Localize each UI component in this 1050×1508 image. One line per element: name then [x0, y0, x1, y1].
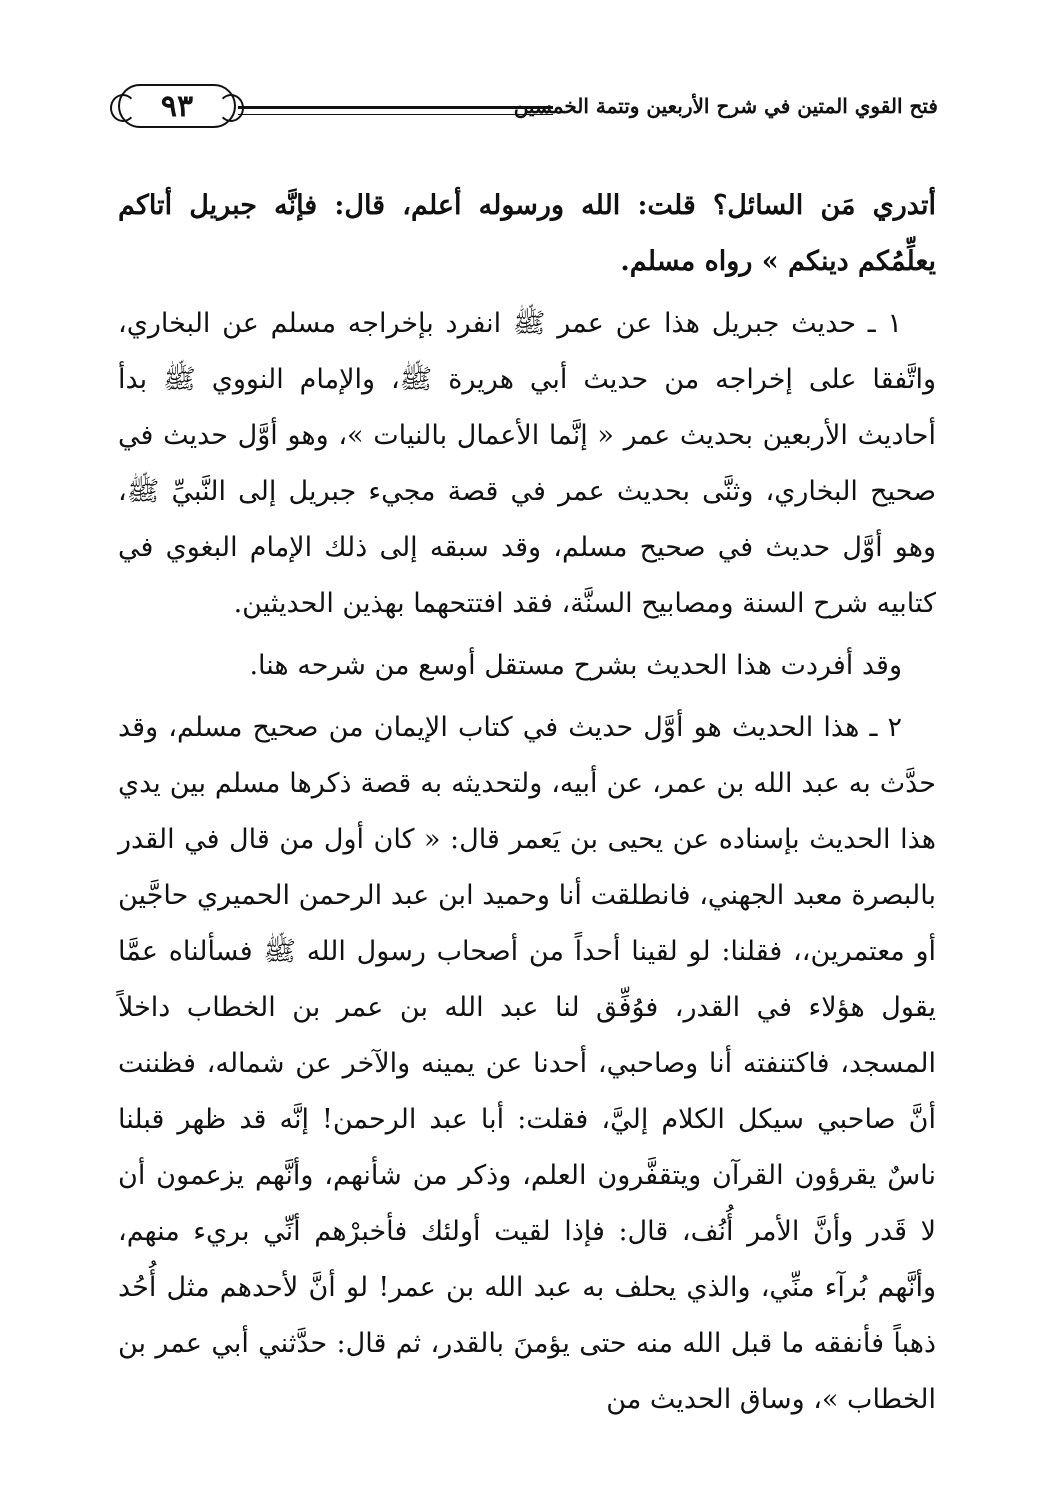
- page-body: [118, 178, 936, 1434]
- page-number: ٩٣: [160, 88, 194, 124]
- book-title: فتح القوي المتين في شرح الأربعين وتتمة الخمسين: [513, 94, 938, 118]
- commentary-point-1: ١ ـ حديث جبريل هذا عن عمر ﷺ انفرد بإخراجه مسلم عن البخاري، واتَّفقا على إخراجه من حديث أبي هريرة ﷺ، والإمام النووي ﷺ بدأ أحاديث الأربعين بحديث عمر « إنَّما الأعمال بالنيات »، وهو أوَّل حديث في صحيح البخاري، وثنَّى بحديث عمر في قصة مجيء جبريل إلى النَّبيِّ ﷺ، وهو أوَّل حديث في صحيح مسلم، وقد سبقه إلى ذلك الإمام البغوي في كتابيه شرح السنة ومصابيح السنَّة، فقد افتتحهما بهذين الحديثين.: [118, 308, 936, 619]
- hadith-ending-paragraph: أتدري مَن السائل؟ قلت: الله ورسوله أعلم، قال: فإنَّه جبريل أتاكم يعلِّمُكم دينكم » رواه مسلم.: [118, 190, 936, 277]
- page-number-badge: [118, 84, 236, 128]
- running-header: [118, 84, 938, 132]
- commentary-note: وقد أفردت هذا الحديث بشرح مستقل أوسع من شرحه هنا.: [249, 650, 902, 681]
- header-rule: [238, 106, 553, 115]
- commentary-point-2: ٢ ـ هذا الحديث هو أوَّل حديث في كتاب الإيمان من صحيح مسلم، وقد حدَّث به عبد الله بن عمر، عن أبيه، ولتحديثه به قصة ذكرها مسلم بين يدي هذا الحديث بإسناده عن يحيى بن يَعمر قال: « كان أول من قال في القدر بالبصرة معبد الجهني، فانطلقت أنا وحميد ابن عبد الرحمن الحميري حاجَّين أو معتمرين،، فقلنا: لو لقينا أحداً من أصحاب رسول الله ﷺ فسألناه عمَّا يقول هؤلاء في القدر، فوُفِّق لنا عبد الله بن عمر بن الخطاب داخلاً المسجد، فاكتنفته أنا وصاحبي، أحدنا عن يمينه والآخر عن شماله، فظننت أنَّ صاحبي سيكل الكلام إليَّ، فقلت: أبا عبد الرحمن! إنَّه قد ظهر قبلنا ناسٌ يقرؤون القرآن ويتقفَّرون العلم، وذكر من شأنهم، وأنَّهم يزعمون أن لا قَدر وأنَّ الأمر أُنُف، قال: فإذا لقيت أولئك فأخبرْهم أنِّي بريء منهم، وأنَّهم بُرآء منِّي، والذي يحلف به عبد الله بن عمر! لو أنَّ لأحدهم مثل أُحُد ذهباً فأنفقه ما قبل الله منه حتى يؤمنَ بالقدر، ثم قال: حدَّثني أبي عمر بن الخطاب »، وساق الحديث من: [118, 712, 936, 1415]
